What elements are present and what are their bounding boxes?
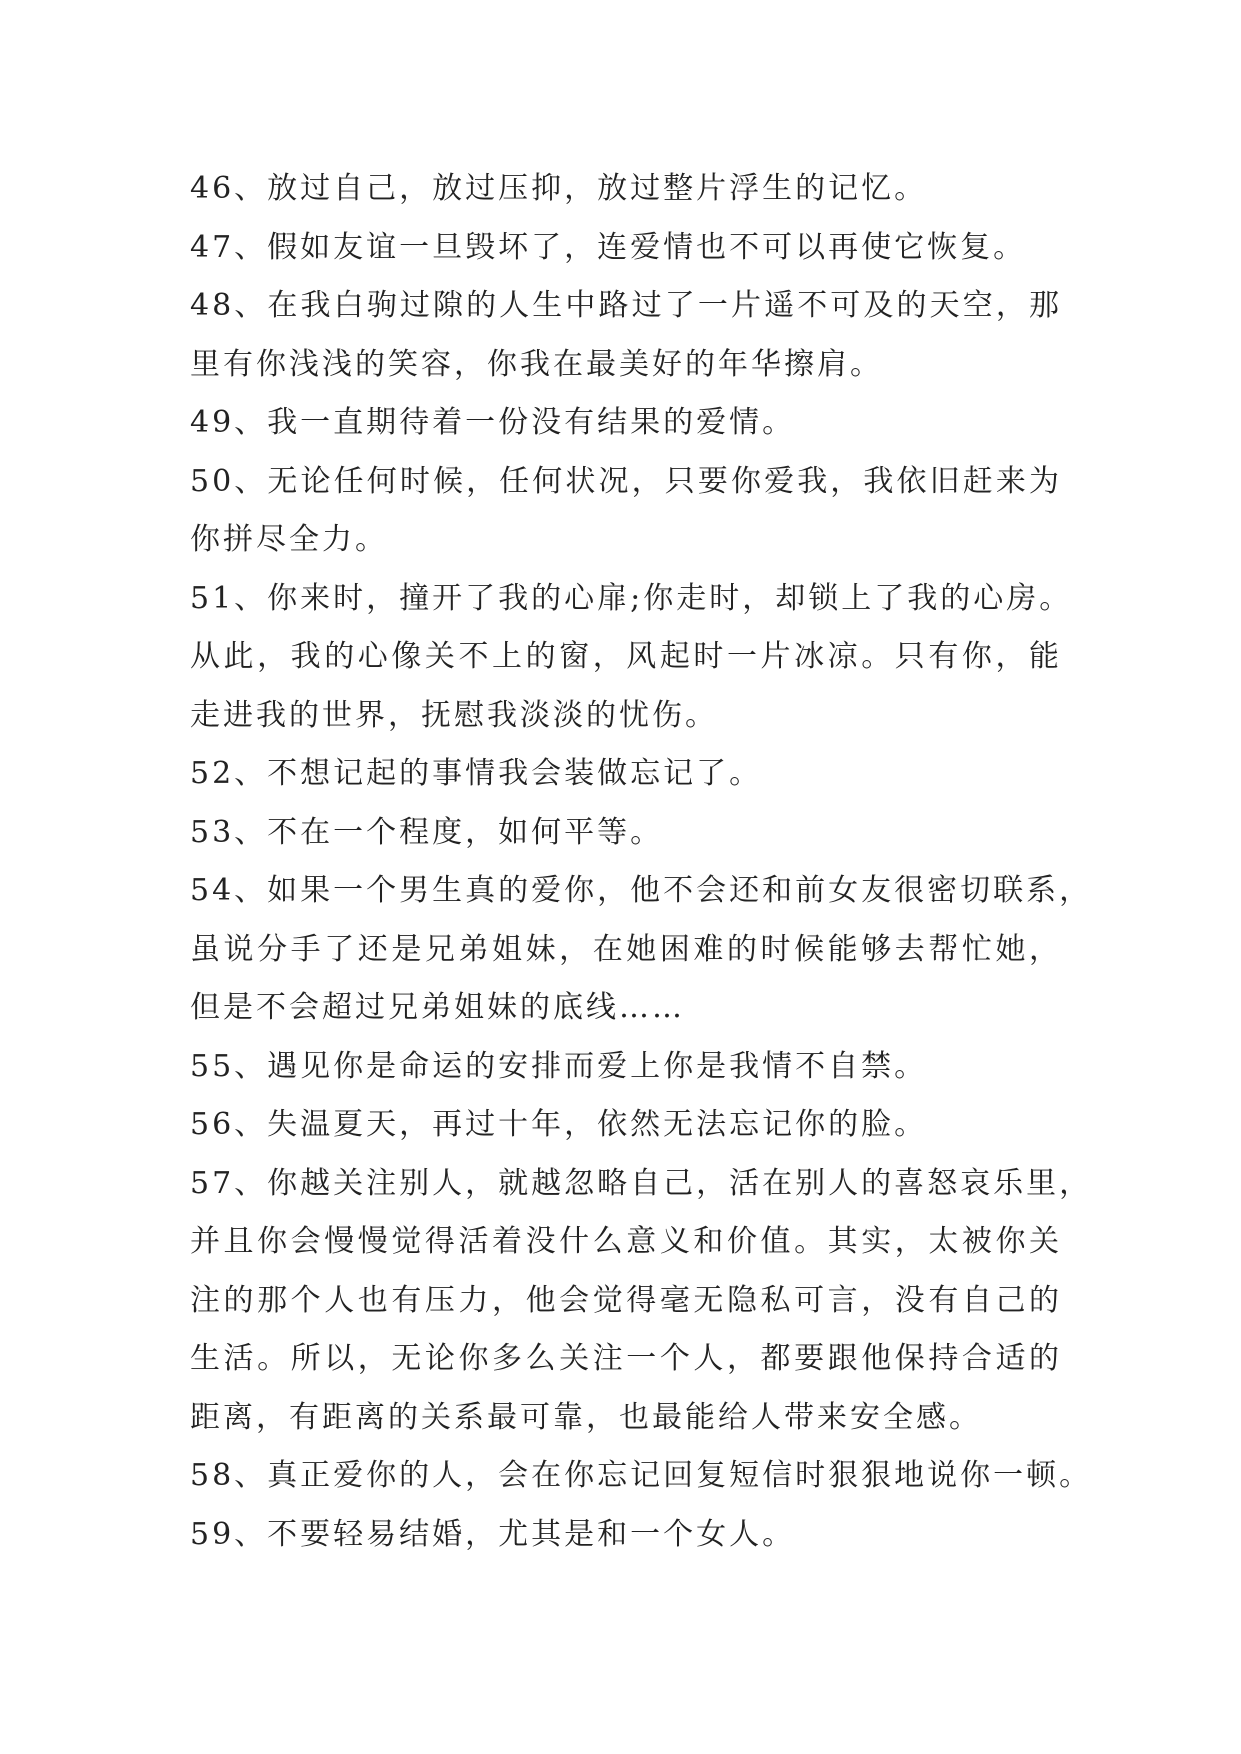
text-line: 55、遇见你是命运的安排而爱上你是我情不自禁。 xyxy=(190,1048,928,1084)
text-line: 你拼尽全力。 xyxy=(190,522,388,557)
text-line: 从此，我的心像关不上的窗，风起时一片冰凉。只有你，能 xyxy=(190,639,1062,674)
text-line: 走进我的世界，抚慰我淡淡的忧伤。 xyxy=(190,697,718,733)
text-line: 52、不想记起的事情我会装做忘记了。 xyxy=(190,756,763,791)
text-line: 56、失温夏天，再过十年，依然无法忘记你的脸。 xyxy=(190,1107,928,1142)
text-line: 48、在我白驹过隙的人生中路过了一片遥不可及的天空，那 xyxy=(190,288,1062,323)
text-line: 生活。所以，无论你多么关注一个人，都要跟他保持合适的 xyxy=(190,1341,1062,1376)
text-line: 50、无论任何时候，任何状况，只要你爱我，我依旧赶来为 xyxy=(190,463,1062,499)
text-line: 59、不要轻易结婚，尤其是和一个女人。 xyxy=(190,1516,796,1552)
text-line: 并且你会慢慢觉得活着没什么意义和价值。其实，太被你关 xyxy=(190,1224,1062,1259)
text-line: 46、放过自己，放过压抑，放过整片浮生的记忆。 xyxy=(190,171,928,206)
text-line: 47、假如友谊一旦毁坏了，连爱情也不可以再使它恢复。 xyxy=(190,229,1027,265)
text-line: 但是不会超过兄弟姐妹的底线…… xyxy=(190,990,685,1025)
text-line: 虽说分手了还是兄弟姐妹，在她困难的时候能够去帮忙她， xyxy=(190,931,1062,967)
text-line: 51、你来时，撞开了我的心扉;你走时，却锁上了我的心房。 xyxy=(190,580,1073,616)
text-line: 57、你越关注别人，就越忽略自己，活在别人的喜怒哀乐里， xyxy=(190,1165,1093,1201)
text-line: 53、不在一个程度，如何平等。 xyxy=(190,814,664,850)
text-line: 注的那个人也有压力，他会觉得毫无隐私可言，没有自己的 xyxy=(190,1282,1062,1318)
text-line: 58、真正爱你的人，会在你忘记回复短信时狠狠地说你一顿。 xyxy=(190,1458,1093,1493)
text-line: 里有你浅浅的笑容，你我在最美好的年华擦肩。 xyxy=(190,346,883,382)
document-body xyxy=(190,160,1093,1564)
text-line: 54、如果一个男生真的爱你，他不会还和前女友很密切联系， xyxy=(190,873,1093,908)
text-line: 49、我一直期待着一份没有结果的爱情。 xyxy=(190,405,796,440)
text-line: 距离，有距离的关系最可靠，也最能给人带来安全感。 xyxy=(190,1399,982,1435)
